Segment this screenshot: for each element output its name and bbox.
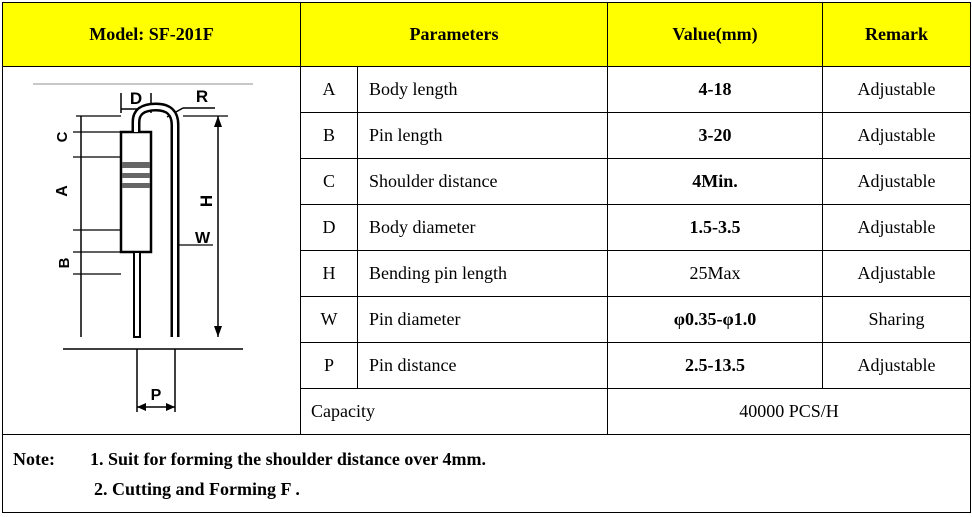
param-code: C bbox=[301, 159, 358, 205]
note-row bbox=[3, 435, 971, 513]
param-value: 4-18 bbox=[608, 67, 823, 113]
label-c: C bbox=[54, 131, 71, 143]
param-value: 4Min. bbox=[608, 159, 823, 205]
param-remark: Adjustable bbox=[823, 67, 971, 113]
param-code: D bbox=[301, 205, 358, 251]
parameters-header: Parameters bbox=[301, 3, 608, 67]
note-line-1: 1. Suit for forming the shoulder distance over 4mm. bbox=[90, 449, 486, 469]
label-w: W bbox=[195, 230, 211, 247]
param-remark: Adjustable bbox=[823, 343, 971, 389]
param-code: P bbox=[301, 343, 358, 389]
model-header: Model: SF-201F bbox=[3, 3, 301, 67]
header-row bbox=[3, 3, 971, 67]
note-title: Note: bbox=[13, 449, 55, 469]
param-value: 1.5-3.5 bbox=[608, 205, 823, 251]
label-d: D bbox=[129, 89, 143, 108]
value-header: Value(mm) bbox=[608, 3, 823, 67]
remark-header: Remark bbox=[823, 3, 971, 67]
param-remark: Adjustable bbox=[823, 159, 971, 205]
param-name: Body length bbox=[358, 67, 608, 113]
param-value: φ0.35-φ1.0 bbox=[608, 297, 823, 343]
label-r: R bbox=[195, 87, 209, 106]
table-row bbox=[3, 67, 971, 113]
note-line-2: 2. Cutting and Forming F . bbox=[94, 479, 300, 499]
param-code: H bbox=[301, 251, 358, 297]
param-remark: Adjustable bbox=[823, 113, 971, 159]
param-name: Pin length bbox=[358, 113, 608, 159]
label-h: H bbox=[197, 194, 216, 208]
param-value: 2.5-13.5 bbox=[608, 343, 823, 389]
param-value: 3-20 bbox=[608, 113, 823, 159]
note-cell bbox=[3, 435, 971, 513]
label-p: P bbox=[150, 387, 162, 404]
capacity-label: Capacity bbox=[301, 389, 608, 435]
resistor-forming-drawing bbox=[3, 67, 301, 435]
component-diagram bbox=[3, 67, 301, 435]
param-name: Body diameter bbox=[358, 205, 608, 251]
param-value: 25Max bbox=[608, 251, 823, 297]
spec-table bbox=[2, 2, 971, 513]
param-remark: Sharing bbox=[823, 297, 971, 343]
label-a: A bbox=[54, 185, 71, 197]
param-name: Pin distance bbox=[358, 343, 608, 389]
param-code: B bbox=[301, 113, 358, 159]
capacity-value: 40000 PCS/H bbox=[608, 389, 971, 435]
param-code: W bbox=[301, 297, 358, 343]
param-remark: Adjustable bbox=[823, 251, 971, 297]
param-name: Bending pin length bbox=[358, 251, 608, 297]
param-name: Pin diameter bbox=[358, 297, 608, 343]
label-b: B bbox=[56, 257, 73, 269]
param-name: Shoulder distance bbox=[358, 159, 608, 205]
param-remark: Adjustable bbox=[823, 205, 971, 251]
param-code: A bbox=[301, 67, 358, 113]
